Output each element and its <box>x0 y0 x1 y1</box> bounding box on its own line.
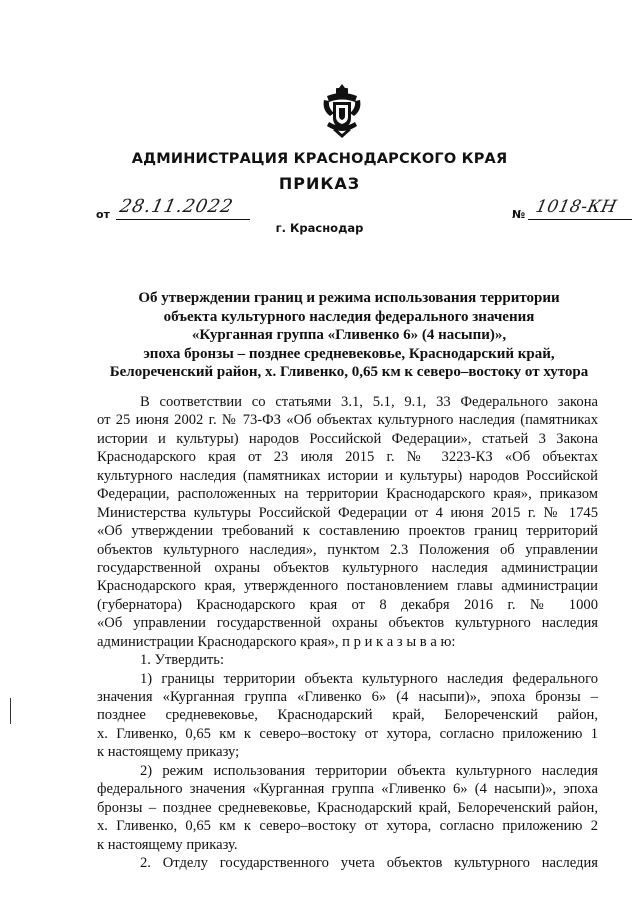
body-line: «Об управлении государственной охраны объектов культурного наследия <box>97 615 598 632</box>
body-line: В соответствии со статьями 3.1, 5.1, 9.1, 33 Федерального закона <box>140 394 598 410</box>
date-label: от <box>96 208 110 221</box>
body-line: Министерства культуры Российской Федерации от 4 июня 2015 г. № 1745 <box>97 504 598 521</box>
body-line: 2. Отделу государственного учета объектов культурного наследия <box>140 854 598 871</box>
body-line: Федерации, расположенных на территории Краснодарского края», приказом <box>97 486 598 503</box>
body-line: значения «Курганная группа «Гливенко 6» (4 насыпи)», эпоха бронзы – <box>97 689 598 705</box>
date-underline <box>116 219 250 220</box>
city: г. Краснодар <box>275 221 364 235</box>
body-line: х. Гливенко, 0,65 км к северо–востоку от хутора, согласно приложению 1 <box>97 725 598 742</box>
number-value: 1018-КН <box>533 197 619 217</box>
body-line: объектов культурного наследия», пунктом 2.3 Положения об управлении <box>97 541 598 558</box>
number-label: № <box>512 208 526 221</box>
body-line: (губернатора) Краснодарского края от 8 декабря 2016 г. № 1000 <box>97 596 598 613</box>
document-title <box>80 289 618 382</box>
coat-of-arms-icon <box>321 82 363 140</box>
body-line: 2) режим использования территории объекта культурного наследия <box>140 762 598 779</box>
body-line: 1. Утвердить: <box>140 652 225 669</box>
body-line: «Об утверждении требований к составлению проектов границ территорий <box>97 523 598 540</box>
document-type: ПРИКАЗ <box>278 174 361 193</box>
body-line: администрации Краснодарского края», п р и к а з ы в а ю: <box>97 633 456 650</box>
body-line: Краснодарского края, утвержденного постановлением главы администрации <box>97 578 598 595</box>
margin-mark <box>10 698 11 724</box>
number-underline <box>528 219 632 220</box>
document-body <box>97 393 598 872</box>
organization-name: АДМИНИСТРАЦИЯ КРАСНОДАРСКОГО КРАЯ <box>131 151 508 167</box>
title-line: объекта культурного наследия федерального значения <box>163 308 535 325</box>
title-line: «Курганная группа «Гливенко 6» (4 насыпи)», <box>191 327 507 343</box>
body-line: государственной охраны объектов культурного наследия администрации <box>97 559 598 576</box>
body-line: к настоящему приказу. <box>97 836 238 853</box>
body-line: от 25 июня 2002 г. № 73-ФЗ «Об объектах культурного наследия (памятниках <box>97 412 598 429</box>
body-line: бронзы – позднее средневековье, Краснодарский край, Белореченский район, <box>97 799 598 816</box>
title-line: Белореченский район, х. Гливенко, 0,65 км к северо–востоку от хутора <box>109 364 589 380</box>
body-line: позднее средневековье, Краснодарский край, Белореченский район, <box>97 707 598 724</box>
body-line: 1) границы территории объекта культурного наследия федерального <box>140 670 598 687</box>
body-line: культурного наследия (памятниках истории и культуры) народов Российской <box>97 467 598 484</box>
body-line: х. Гливенко, 0,65 км к северо–востоку от хутора, согласно приложению 2 <box>97 818 598 835</box>
date-value: 28.11.2022 <box>117 196 236 217</box>
title-line: Об утверждении границ и режима использования территории <box>138 290 560 306</box>
body-line: Краснодарского края от 23 июля 2015 г. № 3223-КЗ «Об объектах <box>97 449 598 466</box>
body-line: к настоящему приказу; <box>97 744 240 761</box>
body-line: федерального значения «Курганная группа «Гливенко 6» (4 насыпи)», эпоха <box>97 781 598 798</box>
body-line: истории и культуры) народов Российской Федерации», статьей 3 Закона <box>97 430 598 447</box>
title-line: эпоха бронзы – позднее средневековье, Краснодарский край, <box>143 345 555 362</box>
